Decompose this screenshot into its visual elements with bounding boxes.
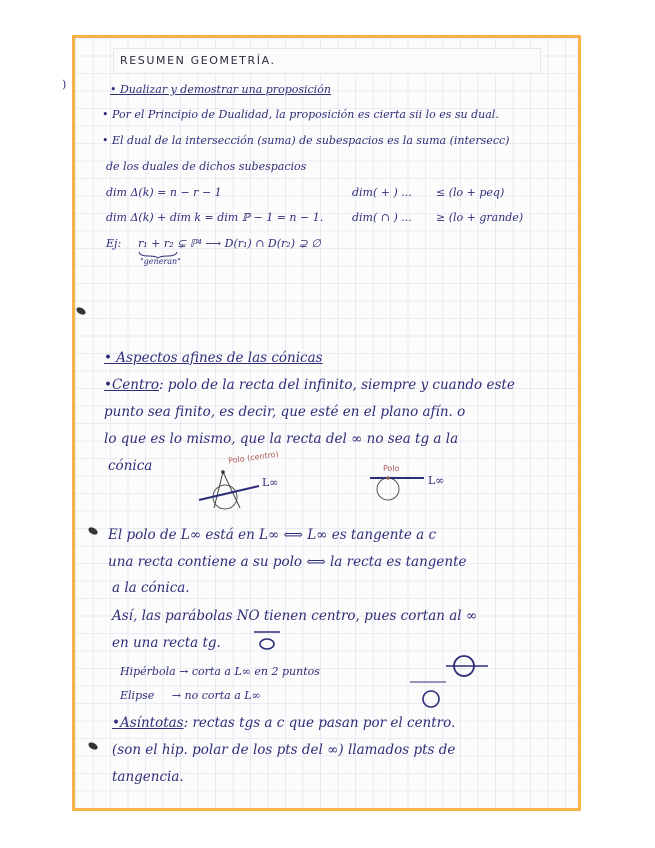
- parabola-tangent-icon: [254, 630, 284, 652]
- centro-definition: : polo de la recta del infinito, siempre y cuando este: [158, 377, 515, 393]
- example-note: "generan": [140, 257, 181, 266]
- formula-right-label: dim( + ) ...: [352, 186, 412, 199]
- section-heading-dualidad: • Dualizar y demostrar una proposición: [110, 83, 331, 96]
- formula-right-value: ≤ (lo + peq): [436, 186, 505, 199]
- text-line: de los duales de dichos subespacios: [106, 160, 307, 173]
- example-expression: r₁ + r₂ ⊊ ℙ⁴ ⟶ D(r₁) ∩ D(r₂) ⊋ ∅: [138, 237, 321, 250]
- text-line: en una recta tg.: [112, 635, 221, 651]
- diagram-annotation: Polo: [383, 464, 400, 473]
- arrow-icon: →: [171, 689, 181, 702]
- line-label: L∞: [428, 474, 445, 487]
- centro-label: •Centro: [104, 377, 159, 393]
- document-title: RESUMEN GEOMETRÍA.: [120, 54, 276, 67]
- centro-text: [104, 377, 515, 393]
- text-line: punto sea finito, es decir, que esté en el plano afín. o: [104, 404, 466, 420]
- diagram-annotation: Polo (centro): [227, 449, 280, 466]
- title-box: [113, 48, 541, 74]
- line-label: L∞: [262, 476, 279, 489]
- case-name: Hipérbola: [120, 665, 176, 678]
- text-line: (son el hip. polar de los pts del ∞) llamados pts de: [112, 742, 456, 758]
- text-line: El polo de L∞ está en L∞ ⟺ L∞ es tangente a c: [108, 527, 437, 543]
- margin-mark: ): [62, 78, 67, 91]
- formula-left: dim Δ(k) = n − r − 1: [106, 186, 222, 199]
- text-line: tangencia.: [112, 769, 184, 785]
- case-name: Elipse: [120, 689, 155, 702]
- example-label: Ej:: [106, 237, 122, 250]
- asintotas-definition: : rectas tgs a c que pasan por el centro.: [183, 715, 456, 731]
- formula-right-label: dim( ∩ ) ...: [352, 211, 412, 224]
- section-heading-conicas: • Aspectos afines de las cónicas: [104, 350, 323, 366]
- asintotas-text: [112, 715, 455, 731]
- tangent-pole-diagram-icon: [370, 476, 430, 506]
- ellipse-icon: [420, 688, 444, 710]
- arrow-icon: →: [179, 665, 189, 678]
- formula-left: dim Δ(k) + dim k = dim ℙ − 1 = n − 1.: [106, 211, 324, 224]
- text-line: a la cónica.: [112, 580, 190, 596]
- case-desc: corta a L∞ en 2 puntos: [191, 665, 320, 678]
- underline-decoration: [410, 680, 460, 684]
- text-line: • El dual de la intersección (suma) de subespacios es la suma (intersecc): [102, 134, 510, 147]
- case-desc: no corta a L∞: [184, 689, 261, 702]
- text-line: • Por el Principio de Dualidad, la proposición es cierta sii lo es su dual.: [102, 108, 499, 121]
- formula-right-value: ≥ (lo + grande): [436, 211, 524, 224]
- case-hiperbola: [120, 665, 320, 678]
- text-line: lo que es lo mismo, que la recta del ∞ no sea tg a la: [104, 431, 459, 447]
- asintotas-label: •Asíntotas: [112, 715, 184, 731]
- text-line: cónica: [108, 458, 153, 474]
- text-line: Así, las parábolas NO tienen centro, pues cortan al ∞: [112, 608, 478, 624]
- text-line: una recta contiene a su polo ⟺ la recta es tangente: [108, 554, 467, 570]
- underbrace-icon: [138, 251, 178, 259]
- case-elipse: [120, 689, 261, 702]
- hyperbola-secant-icon: [440, 652, 490, 682]
